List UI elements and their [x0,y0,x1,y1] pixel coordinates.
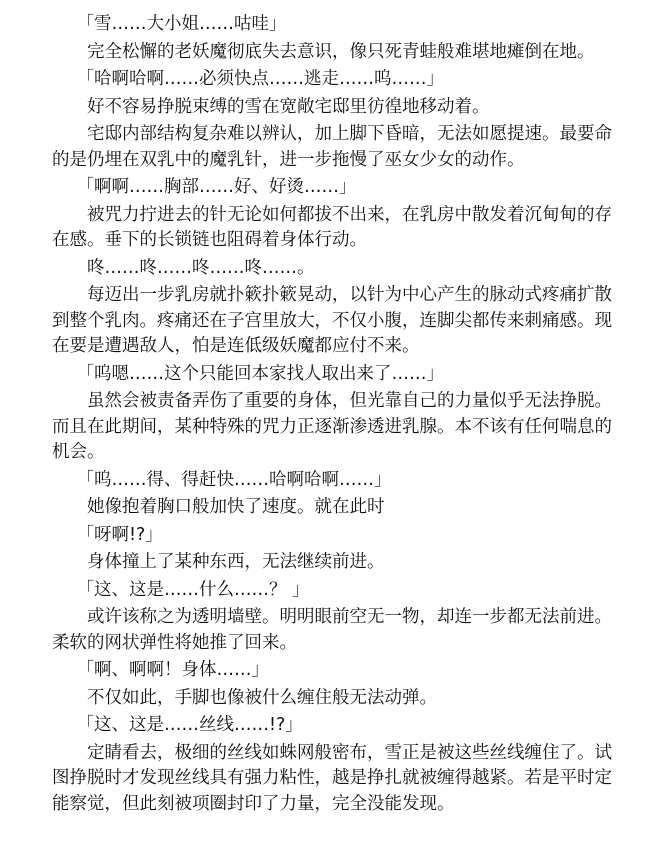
paragraph: 「雪……大小姐……咕哇」 [76,14,287,34]
paragraph: 好不容易挣脱束缚的雪在宽敞宅邸里彷徨地移动着。 [87,96,490,117]
paragraph: 「啊啊……胸部……好、好烫……」 [76,177,357,197]
paragraph: 不仅如此，手脚也像被什么缠住般无法动弹。 [87,687,437,708]
paragraph: 「啊、啊啊！身体……」 [76,660,269,680]
paragraph: 「呜……得、得赶快……哈啊哈啊……」 [76,469,392,490]
paragraph: 定睛看去，极细的丝线如蛛网般密布，雪正是被这些丝线缠住了。试图挣脱时才发现丝线具有强力粘性，越是挣扎就被缠得越紧。若是平时定能察觉，但此刻被项圈封印了力量，完全没能发现。 [52,742,612,814]
paragraph: 完全松懈的老妖魔彻底失去意识，像只死青蛙般难堪地瘫倒在地。 [87,41,595,62]
paragraph: 每迈出一步乳房就扑簌扑簌晃动，以针为中心产生的脉动式疼痛扩散到整个乳肉。疼痛还在子宫里放大，不仅小腹，连脚尖都传来刺痛感。现在要是遭遇敌人，怕是连低级妖魔都应付不来。 [52,285,612,356]
paragraph: 「这、这是……丝线……!?」 [76,715,303,735]
paragraph: 她像抱着胸口般加快了速度。就在此时 [87,497,385,517]
paragraph: 「这、这是……什么……？ 」 [76,579,310,600]
paragraph: 咚……咚……咚……咚……。 [87,257,315,278]
paragraph: 「哈啊哈啊……必须快点……逃走……呜……」 [76,69,444,89]
paragraph: 「呀啊!?」 [76,524,163,545]
paragraph: 或许该称之为透明墙壁。明明眼前空无一物，却连一步都无法前进。柔软的网状弹性将她推了回来。 [52,607,612,653]
paragraph: 宅邸内部结构复杂难以辨认，加上脚下昏暗，无法如愿提速。最要命的是仍埋在双乳中的魔乳针，进一步拖慢了巫女少女的动作。 [52,124,612,170]
paragraph: 虽然会被责备弄伤了重要的身体，但光靠自己的力量似乎无法挣脱。而且在此期间，某种特殊的咒力正逐渐渗透进乳腺。本不该有任何喘息的机会。 [52,391,612,462]
paragraph: 被咒力拧进去的针无论如何都拔不出来，在乳房中散发着沉甸甸的存在感。垂下的长锁链也阻碍着身体行动。 [52,204,612,250]
paragraph: 「呜嗯……这个只能回本家找人取出来了……」 [76,363,444,384]
paragraph: 身体撞上了某种东西，无法继续前进。 [87,552,385,572]
text-body [52,12,612,819]
